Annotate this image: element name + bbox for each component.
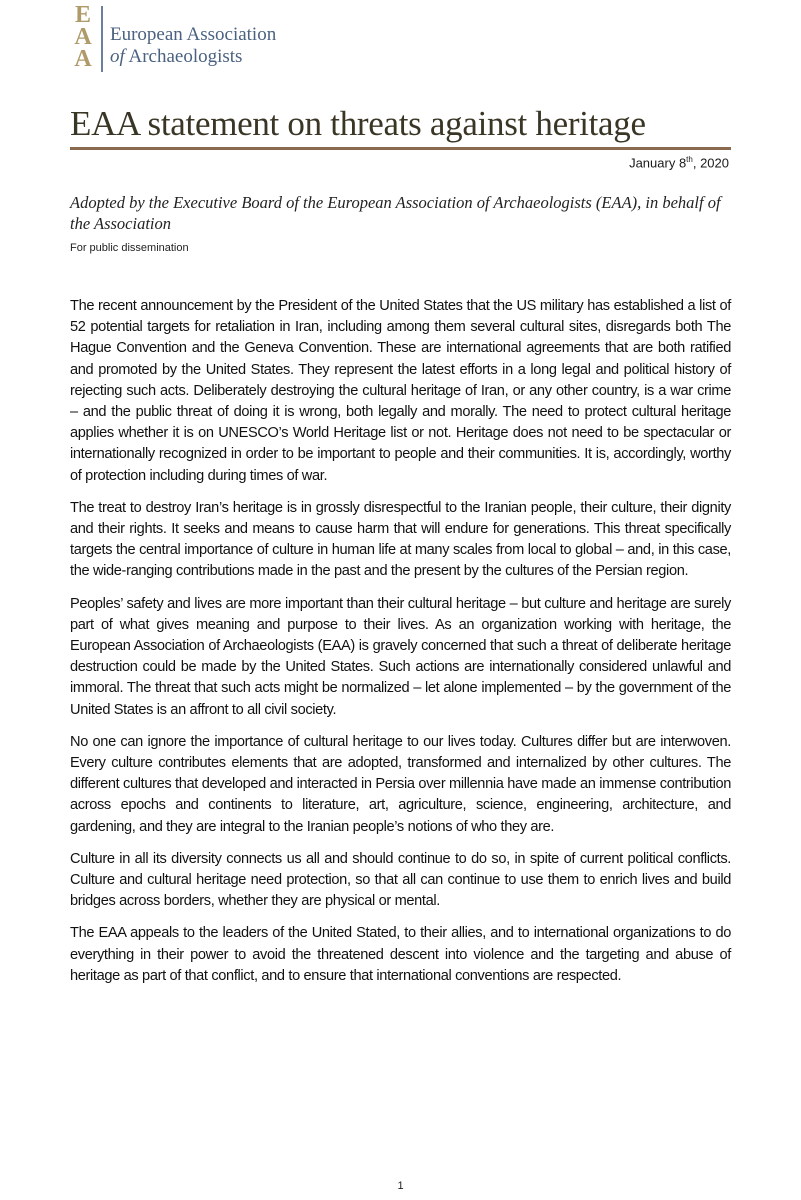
page-number: 1 [397, 1180, 404, 1192]
paragraph-6: The EAA appeals to the leaders of the United Stated, to their allies, and to international organizations to do everything in their power to avoid the threatened descent into violence and the targeting and abuse of heritage as part of that conflict, and to ensure that international conventions are respected. [70, 925, 731, 984]
adoption-note: Adopted by the Executive Board of the European Association of Archaeologists (EAA), in behalf of the Association [70, 193, 721, 233]
logo-of: of [110, 46, 125, 67]
logo-letter-a1: A [74, 24, 92, 50]
logo-letter-a2: A [74, 46, 92, 72]
date-ordinal: th [686, 155, 693, 164]
dissemination-note: For public dissemination [70, 242, 189, 254]
logo-monogram [70, 4, 96, 74]
date-prefix: January 8 [629, 155, 687, 171]
statement-date [629, 155, 729, 170]
statement-body [70, 296, 731, 998]
paragraph-4: No one can ignore the importance of cultural heritage to our lives today. Cultures differ but are interwoven. Every culture contributes elements that are adopted, transformed and internalized by other cultures. The different cultures that developed and interacted in Persia over millennia have made an immense contribution across epochs and continents to literature, art, agriculture, science, engineering, architecture, and gardening, and they are integral to the Iranian people’s notions of who they are. [70, 733, 731, 835]
paragraph-1: The recent announcement by the President of the United States that the US military has established a list of 52 potential targets for retaliation in Iran, including among them several cultural sites, disregards both The Hague Convention and the Geneva Convention. These are international agreements that are both ratified and promoted by the United States. They represent the latest efforts in a long legal and political history of rejecting such acts. Deliberately destroying the cultural heritage of Iran, or any other country, is a war crime – and the public threat of doing it is wrong, both legally and morally. The need to protect cultural heritage applies whether it is on UNESCO’s World Heritage list or not. Heritage does not need to be spectacular or internationally recognized in order to be important to people and their communities. It is, accordingly, worthy of protection including during times of war. [70, 298, 731, 484]
logo-letter-e: E [74, 2, 91, 28]
paragraph-2: The treat to destroy Iran’s heritage is in grossly disrespectful to the Iranian people, their culture, their dignity and their rights. It seeks and means to cause harm that will endure for generations. This threat specifically targets the central importance of culture in human life at many scales from local to global – and, in this case, the wide-ranging contributions made in the past and the present by the cultures of the Persian region. [70, 499, 731, 580]
logo-line-2 [110, 46, 276, 68]
date-suffix: , 2020 [692, 155, 729, 171]
title-rule [70, 147, 731, 150]
paragraph-3: Peoples’ safety and lives are more important than their cultural heritage – but culture and heritage are surely part of what gives meaning and purpose to their lives. As an organization working with heritage, the European Association of Archaeologists (EAA) is gravely concerned that such a threat of deliberate heritage destruction could be made by the United States. Such actions are internationally considered unlawful and immoral. The threat that such acts might be normalized – let alone implemented – by the government of the United States is an affront to all civil society. [70, 595, 731, 718]
document-title: EAA statement on threats against heritage [70, 104, 646, 143]
logo-wordmark [110, 4, 276, 74]
logo-line-1: European Association [110, 24, 277, 45]
paragraph-5: Culture in all its diversity connects us all and should continue to do so, in spite of current political conflicts. Culture and cultural heritage need protection, so that all can continue to use them to enrich lives and build bridges across borders, whether they are physical or mental. [70, 850, 731, 910]
logo-divider [101, 6, 103, 72]
logo-archaeologists: Archaeologists [124, 46, 243, 67]
eaa-logo [70, 4, 276, 74]
